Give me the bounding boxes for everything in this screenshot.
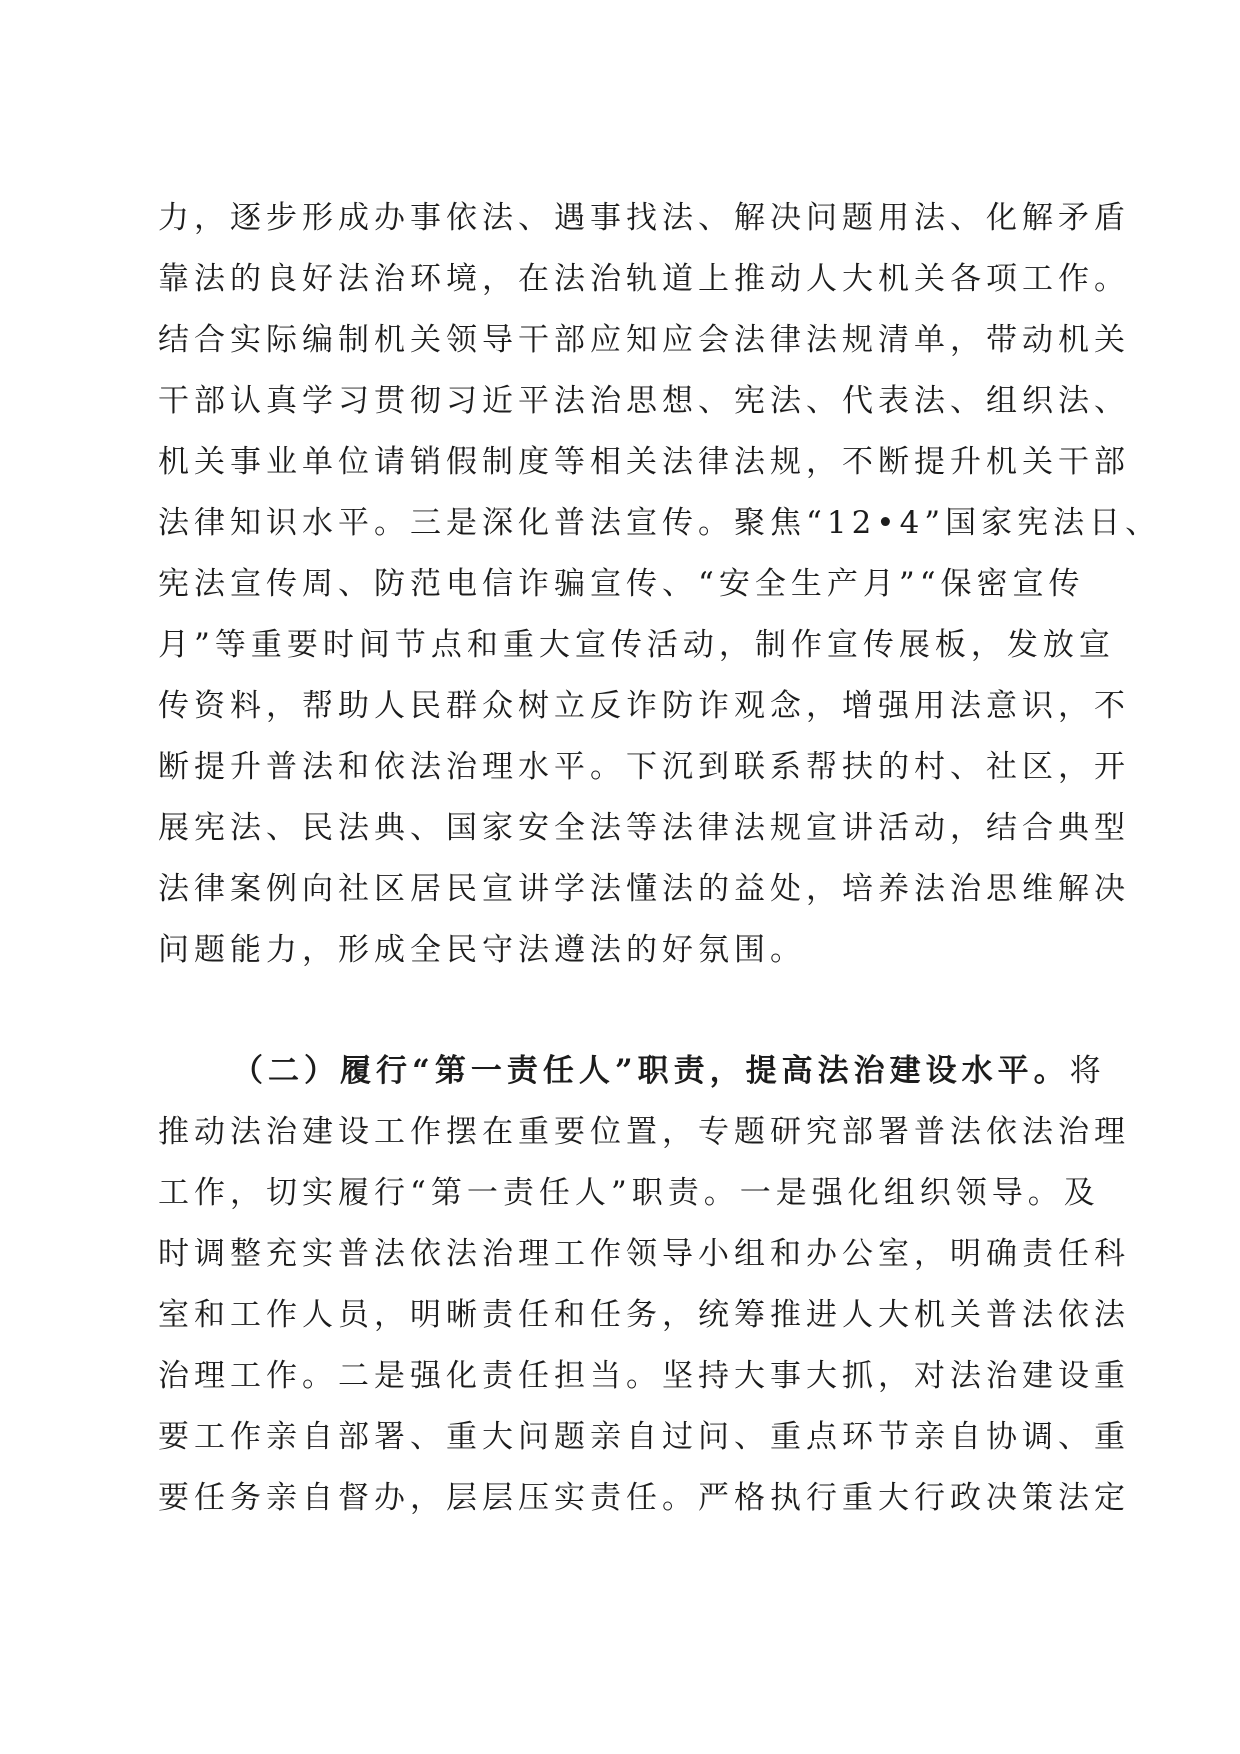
body-line: 展宪法、民法典、国家安全法等法律法规宣讲活动，结合典型	[158, 810, 1130, 846]
body-line: 问题能力，形成全民守法遵法的好氛围。	[158, 932, 806, 968]
body-line: 宪法宣传周、防范电信诈骗宣传、“安全生产月”“保密宣传	[158, 566, 1085, 602]
body-line: 治理工作。二是强化责任担当。坚持大事大抓，对法治建设重	[158, 1358, 1130, 1394]
body-line: 时调整充实普法依法治理工作领导小组和办公室，明确责任科	[158, 1236, 1130, 1272]
body-line: 机关事业单位请销假制度等相关法律法规，不断提升机关干部	[158, 444, 1130, 480]
body-line: 要工作亲自部署、重大问题亲自过问、重点环节亲自协调、重	[158, 1419, 1130, 1455]
section-heading-line	[232, 1041, 1106, 1101]
section-heading: （二）履行“第一责任人”职责，提高法治建设水平。	[232, 1053, 1070, 1089]
body-line: 结合实际编制机关领导干部应知应会法律法规清单，带动机关	[158, 322, 1130, 358]
body-line: 靠法的良好法治环境，在法治轨道上推动人大机关各项工作。	[158, 261, 1130, 297]
body-line: 力，逐步形成办事依法、遇事找法、解决问题用法、化解矛盾	[158, 200, 1130, 236]
body-line: 月”等重要时间节点和重大宣传活动，制作宣传展板，发放宣	[158, 627, 1115, 663]
body-line: 推动法治建设工作摆在重要位置，专题研究部署普法依法治理	[158, 1114, 1130, 1150]
body-line: 法律案例向社区居民宣讲学法懂法的益处，培养法治思维解决	[158, 871, 1130, 907]
body-line: 要任务亲自督办，层层压实责任。严格执行重大行政决策法定	[158, 1480, 1130, 1516]
body-line: 室和工作人员，明晰责任和任务，统筹推进人大机关普法依法	[158, 1297, 1130, 1333]
body-line: 传资料，帮助人民群众树立反诈防诈观念，增强用法意识，不	[158, 688, 1130, 724]
section-heading-tail: 将	[1069, 1053, 1106, 1089]
body-line: 工作，切实履行“第一责任人”职责。一是强化组织领导。及	[158, 1175, 1100, 1211]
body-line: 干部认真学习贯彻习近平法治思想、宪法、代表法、组织法、	[158, 383, 1130, 419]
body-line: 法律知识水平。三是深化普法宣传。聚焦“12•4”国家宪法日、	[158, 505, 1162, 541]
body-line: 断提升普法和依法治理水平。下沉到联系帮扶的村、社区，开	[158, 749, 1130, 785]
